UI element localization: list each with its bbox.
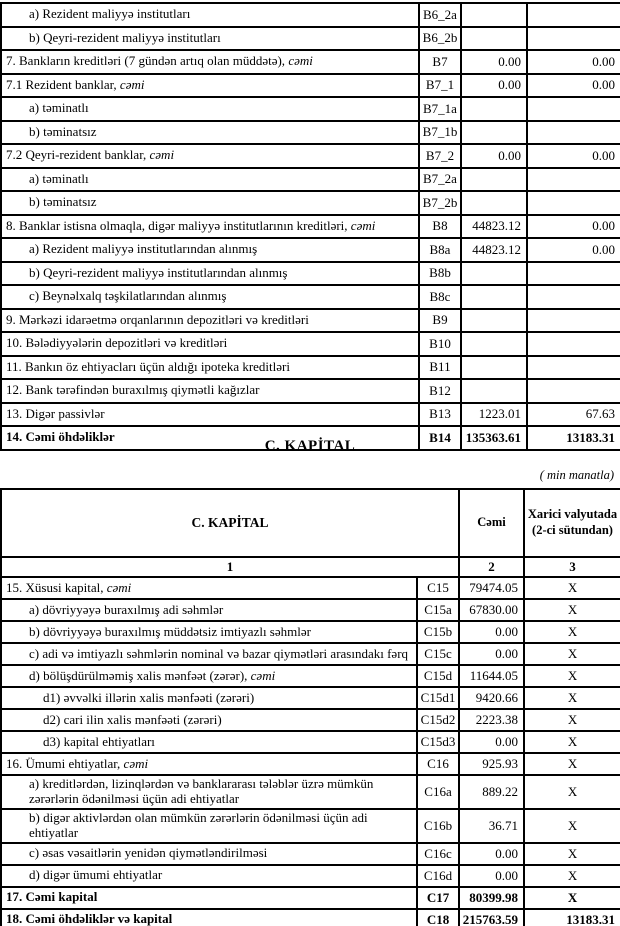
row-code: C15d (417, 665, 459, 687)
row-foreign-value: 0.00 (527, 215, 620, 239)
table-row (1, 753, 620, 775)
row-foreign-value (527, 262, 620, 286)
row-code: B7_1b (419, 121, 461, 145)
table-row (1, 356, 620, 380)
table-row (1, 74, 620, 98)
row-code: C16c (417, 843, 459, 865)
table-row (1, 643, 620, 665)
table-row (1, 909, 620, 926)
row-label: 15. Xüsusi kapital, cəmi (1, 577, 417, 599)
row-code: B9 (419, 309, 461, 333)
row-label: b) təminatsız (1, 121, 419, 145)
row-label: d) digər ümumi ehtiyatlar (1, 865, 417, 887)
table-row (1, 865, 620, 887)
table-row (1, 144, 620, 168)
row-foreign-value: X (524, 665, 620, 687)
row-total-value: 36.71 (459, 809, 524, 843)
row-code: B8a (419, 238, 461, 262)
table-row (1, 332, 620, 356)
liabilities-table-body (1, 3, 620, 450)
row-code: B8b (419, 262, 461, 286)
row-total-value: 0.00 (459, 843, 524, 865)
row-code: B6_2b (419, 27, 461, 51)
row-total-value: 889.22 (459, 775, 524, 809)
capital-table-header (1, 489, 620, 577)
table-row (1, 379, 620, 403)
liabilities-table (0, 2, 620, 451)
row-foreign-value: 0.00 (527, 74, 620, 98)
row-code: B7_2 (419, 144, 461, 168)
row-label-italic-suffix: cəmi (350, 217, 376, 233)
row-code: B14 (419, 426, 461, 450)
row-label: b) təminatsız (1, 191, 419, 215)
row-total-value (461, 97, 527, 121)
row-total-value (461, 262, 527, 286)
row-total-value: 2223.38 (459, 709, 524, 731)
row-label: d) bölüşdürülməmiş xalis mənfəət (zərər), cəmi (1, 665, 417, 687)
header-foreign-line1: Xarici valyutada (527, 507, 618, 522)
row-total-value: 1223.01 (461, 403, 527, 427)
row-total-value: 9420.66 (459, 687, 524, 709)
row-label-italic-suffix: cəmi (288, 53, 313, 69)
row-total-value: 0.00 (461, 144, 527, 168)
row-label-italic-suffix: cəmi (106, 579, 132, 595)
row-label: a) Rezident maliyyə institutları (1, 3, 419, 27)
row-label: d3) kapital ehtiyatları (1, 731, 417, 753)
row-label: 13. Digər passivlər (1, 403, 419, 427)
row-total-value (461, 3, 527, 27)
row-code: C16d (417, 865, 459, 887)
row-total-value (461, 285, 527, 309)
table-row (1, 27, 620, 51)
row-label: 7. Bankların kreditləri (7 gündən artıq olan müddətə), cəmi (1, 50, 419, 74)
row-foreign-value: X (524, 687, 620, 709)
table-row (1, 621, 620, 643)
row-total-value: 0.00 (461, 50, 527, 74)
row-total-value (461, 191, 527, 215)
row-label-italic-suffix: cəmi (123, 755, 149, 771)
row-total-value: 0.00 (461, 74, 527, 98)
capital-table (0, 488, 620, 926)
row-total-value: 0.00 (459, 643, 524, 665)
table-row (1, 403, 620, 427)
column-number-2: 2 (459, 557, 524, 577)
row-foreign-value: X (524, 643, 620, 665)
row-total-value: 44823.12 (461, 215, 527, 239)
row-code: C17 (417, 887, 459, 909)
row-label: 10. Bələdiyyələrin depozitləri və kreditləri (1, 332, 419, 356)
row-code: B7_1a (419, 97, 461, 121)
row-label-italic-suffix: cəmi (119, 76, 145, 92)
row-foreign-value (527, 3, 620, 27)
row-code: B7 (419, 50, 461, 74)
row-label: c) əsas vəsaitlərin yenidən qiymətləndirilməsi (1, 843, 417, 865)
row-foreign-value: X (524, 887, 620, 909)
row-foreign-value (527, 191, 620, 215)
row-foreign-value (527, 27, 620, 51)
row-label: c) adi və imtiyazlı səhmlərin nominal və bazar qiymətləri arasındakı fərq (1, 643, 417, 665)
row-code: C15d1 (417, 687, 459, 709)
row-total-value (461, 121, 527, 145)
table-row (1, 50, 620, 74)
row-foreign-value: X (524, 809, 620, 843)
header-foreign-line2: (2-ci sütundan) (532, 523, 613, 537)
row-foreign-value: 67.63 (527, 403, 620, 427)
row-foreign-value: X (524, 731, 620, 753)
table-row (1, 709, 620, 731)
row-foreign-value: X (524, 775, 620, 809)
row-foreign-value: 0.00 (527, 144, 620, 168)
column-number-1: 1 (1, 557, 459, 577)
section-title: C. KAPİTAL (264, 438, 356, 454)
row-label: c) Beynəlxalq təşkilatlarından alınmış (1, 285, 419, 309)
row-foreign-value: X (524, 577, 620, 599)
row-label: b) dövriyyəyə buraxılmış müddətsiz imtiyazlı səhmlər (1, 621, 417, 643)
row-total-value (461, 379, 527, 403)
row-foreign-value (527, 309, 620, 333)
row-total-value: 0.00 (459, 621, 524, 643)
row-foreign-value: X (524, 843, 620, 865)
row-code: B11 (419, 356, 461, 380)
row-foreign-value: X (524, 709, 620, 731)
capital-table-body (1, 577, 620, 926)
table-row (1, 3, 620, 27)
row-code: C15b (417, 621, 459, 643)
row-total-value: 925.93 (459, 753, 524, 775)
row-total-value: 80399.98 (459, 887, 524, 909)
row-label: 8. Banklar istisna olmaqla, digər maliyyə institutlarının kreditləri, cəmi (1, 215, 419, 239)
row-foreign-value: X (524, 621, 620, 643)
table-row (1, 121, 620, 145)
row-foreign-value: 0.00 (527, 238, 620, 262)
table-row (1, 887, 620, 909)
table-row (1, 262, 620, 286)
row-foreign-value: X (524, 865, 620, 887)
row-total-value: 0.00 (459, 731, 524, 753)
table-row (1, 238, 620, 262)
row-foreign-value (527, 168, 620, 192)
row-total-value: 44823.12 (461, 238, 527, 262)
row-total-value: 215763.59 (459, 909, 524, 926)
row-label: b) digər aktivlərdən olan mümkün zərərlərin ödənilməsi üçün adi ehtiyatlar (1, 809, 417, 843)
row-foreign-value (527, 379, 620, 403)
row-label: 12. Bank tərəfindən buraxılmış qiymətli kağızlar (1, 379, 419, 403)
row-label: a) təminatlı (1, 168, 419, 192)
row-foreign-value (527, 121, 620, 145)
header-foreign-cell (524, 489, 620, 557)
unit-note: ( min manatla) (539, 468, 614, 482)
table-row (1, 665, 620, 687)
row-label: 16. Ümumi ehtiyatlar, cəmi (1, 753, 417, 775)
table-row (1, 843, 620, 865)
row-code: B7_2a (419, 168, 461, 192)
row-total-value (461, 332, 527, 356)
table-row (1, 577, 620, 599)
row-total-value (461, 356, 527, 380)
row-code: B10 (419, 332, 461, 356)
row-foreign-value: 13183.31 (524, 909, 620, 926)
row-label: 7.2 Qeyri-rezident banklar, cəmi (1, 144, 419, 168)
table-row (1, 191, 620, 215)
row-code: C16b (417, 809, 459, 843)
table-row (1, 731, 620, 753)
row-code: B8 (419, 215, 461, 239)
row-total-value: 79474.05 (459, 577, 524, 599)
row-code: B7_2b (419, 191, 461, 215)
table-row (1, 285, 620, 309)
row-label: 7.1 Rezident banklar, cəmi (1, 74, 419, 98)
row-label: b) Qeyri-rezident maliyyə institutları (1, 27, 419, 51)
row-foreign-value: 0.00 (527, 50, 620, 74)
header-row (1, 489, 620, 557)
row-foreign-value (527, 97, 620, 121)
table-row (1, 599, 620, 621)
header-title-cell: C. KAPİTAL (1, 489, 459, 557)
column-number-3: 3 (524, 557, 620, 577)
row-label: a) Rezident maliyyə institutlarından alınmış (1, 238, 419, 262)
row-code: C16a (417, 775, 459, 809)
row-total-value (461, 309, 527, 333)
row-foreign-value: X (524, 599, 620, 621)
table-row (1, 809, 620, 843)
row-label: 18. Cəmi öhdəliklər və kapital (1, 909, 417, 926)
table-row (1, 309, 620, 333)
column-number-row (1, 557, 620, 577)
row-code: C15a (417, 599, 459, 621)
row-total-value (461, 168, 527, 192)
row-foreign-value (527, 285, 620, 309)
row-code: B13 (419, 403, 461, 427)
row-label-italic-suffix: cəmi (250, 667, 276, 683)
row-total-value: 0.00 (459, 865, 524, 887)
row-code: B12 (419, 379, 461, 403)
row-code: B7_1 (419, 74, 461, 98)
row-foreign-value (527, 332, 620, 356)
table-row (1, 168, 620, 192)
row-code: C15 (417, 577, 459, 599)
row-label: a) təminatlı (1, 97, 419, 121)
row-code: C15c (417, 643, 459, 665)
row-total-value (461, 27, 527, 51)
row-code: C18 (417, 909, 459, 926)
table-row (1, 215, 620, 239)
row-foreign-value (527, 356, 620, 380)
row-label: 14. Cəmi öhdəliklər (1, 426, 419, 450)
table-row (1, 97, 620, 121)
row-label: a) kreditlərdən, lizinqlərdən və banklararası tələblər üzrə mümkün zərərlərin ödənilməsi üçün adi ehtiyatlar (1, 775, 417, 809)
row-code: C16 (417, 753, 459, 775)
row-label: d2) cari ilin xalis mənfəəti (zərəri) (1, 709, 417, 731)
row-total-value: 67830.00 (459, 599, 524, 621)
row-label: b) Qeyri-rezident maliyyə institutlarından alınmış (1, 262, 419, 286)
table-row (1, 687, 620, 709)
row-label: 17. Cəmi kapital (1, 887, 417, 909)
row-foreign-value: 13183.31 (527, 426, 620, 450)
row-code: C15d2 (417, 709, 459, 731)
row-total-value: 11644.05 (459, 665, 524, 687)
header-total-cell: Cəmi (459, 489, 524, 557)
row-code: B8c (419, 285, 461, 309)
row-label: a) dövriyyəyə buraxılmış adi səhmlər (1, 599, 417, 621)
row-label: 11. Bankın öz ehtiyacları üçün aldığı ipoteka kreditləri (1, 356, 419, 380)
table-row (1, 775, 620, 809)
row-code: B6_2a (419, 3, 461, 27)
row-code: C15d3 (417, 731, 459, 753)
row-label: 9. Mərkəzi idarəetmə orqanlarının depozitləri və kreditləri (1, 309, 419, 333)
row-total-value: 135363.61 (461, 426, 527, 450)
row-label: d1) əvvəlki illərin xalis mənfəəti (zərəri) (1, 687, 417, 709)
row-foreign-value: X (524, 753, 620, 775)
row-label-italic-suffix: cəmi (149, 147, 175, 163)
